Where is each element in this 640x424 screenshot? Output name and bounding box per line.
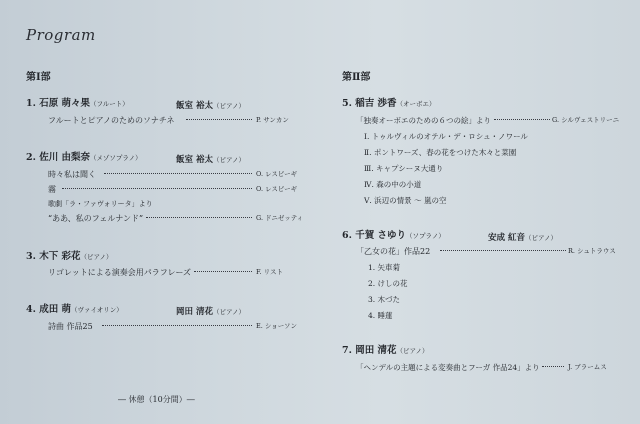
piece-row: リゴレットによる演奏会用パラフレーズ F. リスト xyxy=(48,268,283,277)
performer-6: 6. 千賀 さゆり（ソプラノ） xyxy=(342,230,445,241)
performer-7: 7. 岡田 清花（ピアノ） xyxy=(342,345,429,356)
piece-intro: 歌劇「ラ・ファヴォリータ」より xyxy=(48,200,153,208)
piece-row: 詩曲 作品25 E. ショーソン xyxy=(48,322,297,331)
performer-1: 1. 石原 萌々果（フルート） xyxy=(26,98,129,109)
movement-item: Ⅰ. トゥルヴィルのオテル・デ・ロシュ・ノワール xyxy=(364,132,528,141)
accompanist-4: 岡田 清花（ピアノ） xyxy=(176,307,245,317)
performer-2: 2. 佐川 由梨奈（メゾソプラノ） xyxy=(26,152,142,163)
accompanist-1: 飯室 裕太（ピアノ） xyxy=(176,101,245,111)
piece-row: 「乙女の花」作品22 R. シュトラウス xyxy=(356,247,616,256)
movement-item: Ⅱ. ポントワーズ、春の花をつけた木々と菜園 xyxy=(364,148,517,157)
movement-item: 1. 矢車菊 xyxy=(368,263,401,272)
piece-row: 時々私は聞く O. レスピーギ xyxy=(48,170,298,179)
piece-row: 霧 O. レスピーギ xyxy=(48,185,298,194)
performer-3: 3. 木下 彩花（ピアノ） xyxy=(26,251,113,262)
page-title: Program xyxy=(26,26,96,44)
movement-item: 3. 木づた xyxy=(368,295,401,304)
performer-4: 4. 成田 萌（ヴァイオリン） xyxy=(26,304,123,315)
accompanist-6: 安成 紅音（ピアノ） xyxy=(488,233,557,243)
movement-item: 2. けしの花 xyxy=(368,279,408,288)
movement-item: Ⅴ. 浜辺の情景 〜 嵐の空 xyxy=(364,196,447,205)
accompanist-2: 飯室 裕太（ピアノ） xyxy=(176,155,245,165)
part2-heading: 第Ⅱ部 xyxy=(342,72,371,83)
performer-5: 5. 稲吉 渉香（オーボエ） xyxy=(342,98,436,109)
piece-row: “ああ、私のフェルナンド” G. ドニゼッティ xyxy=(48,214,304,223)
intermission-note: ― 休憩（10分間）― xyxy=(118,395,195,404)
movement-item: Ⅳ. 森の中の小道 xyxy=(364,180,422,189)
movement-item: Ⅲ. キャプシーヌ大通り xyxy=(364,164,444,173)
movement-item: 4. 睡蓮 xyxy=(368,311,393,320)
part1-heading: 第Ⅰ部 xyxy=(26,72,51,83)
piece-row: フルートとピアノのためのソナチネ P. サンカン xyxy=(48,116,289,125)
piece-row: 「ヘンデルの主題による変奏曲とフーガ 作品24」より J. ブラームス xyxy=(356,363,607,372)
piece-row: 「独奏オーボエのための６つの絵」より G. シルヴェストリーニ xyxy=(356,116,620,125)
